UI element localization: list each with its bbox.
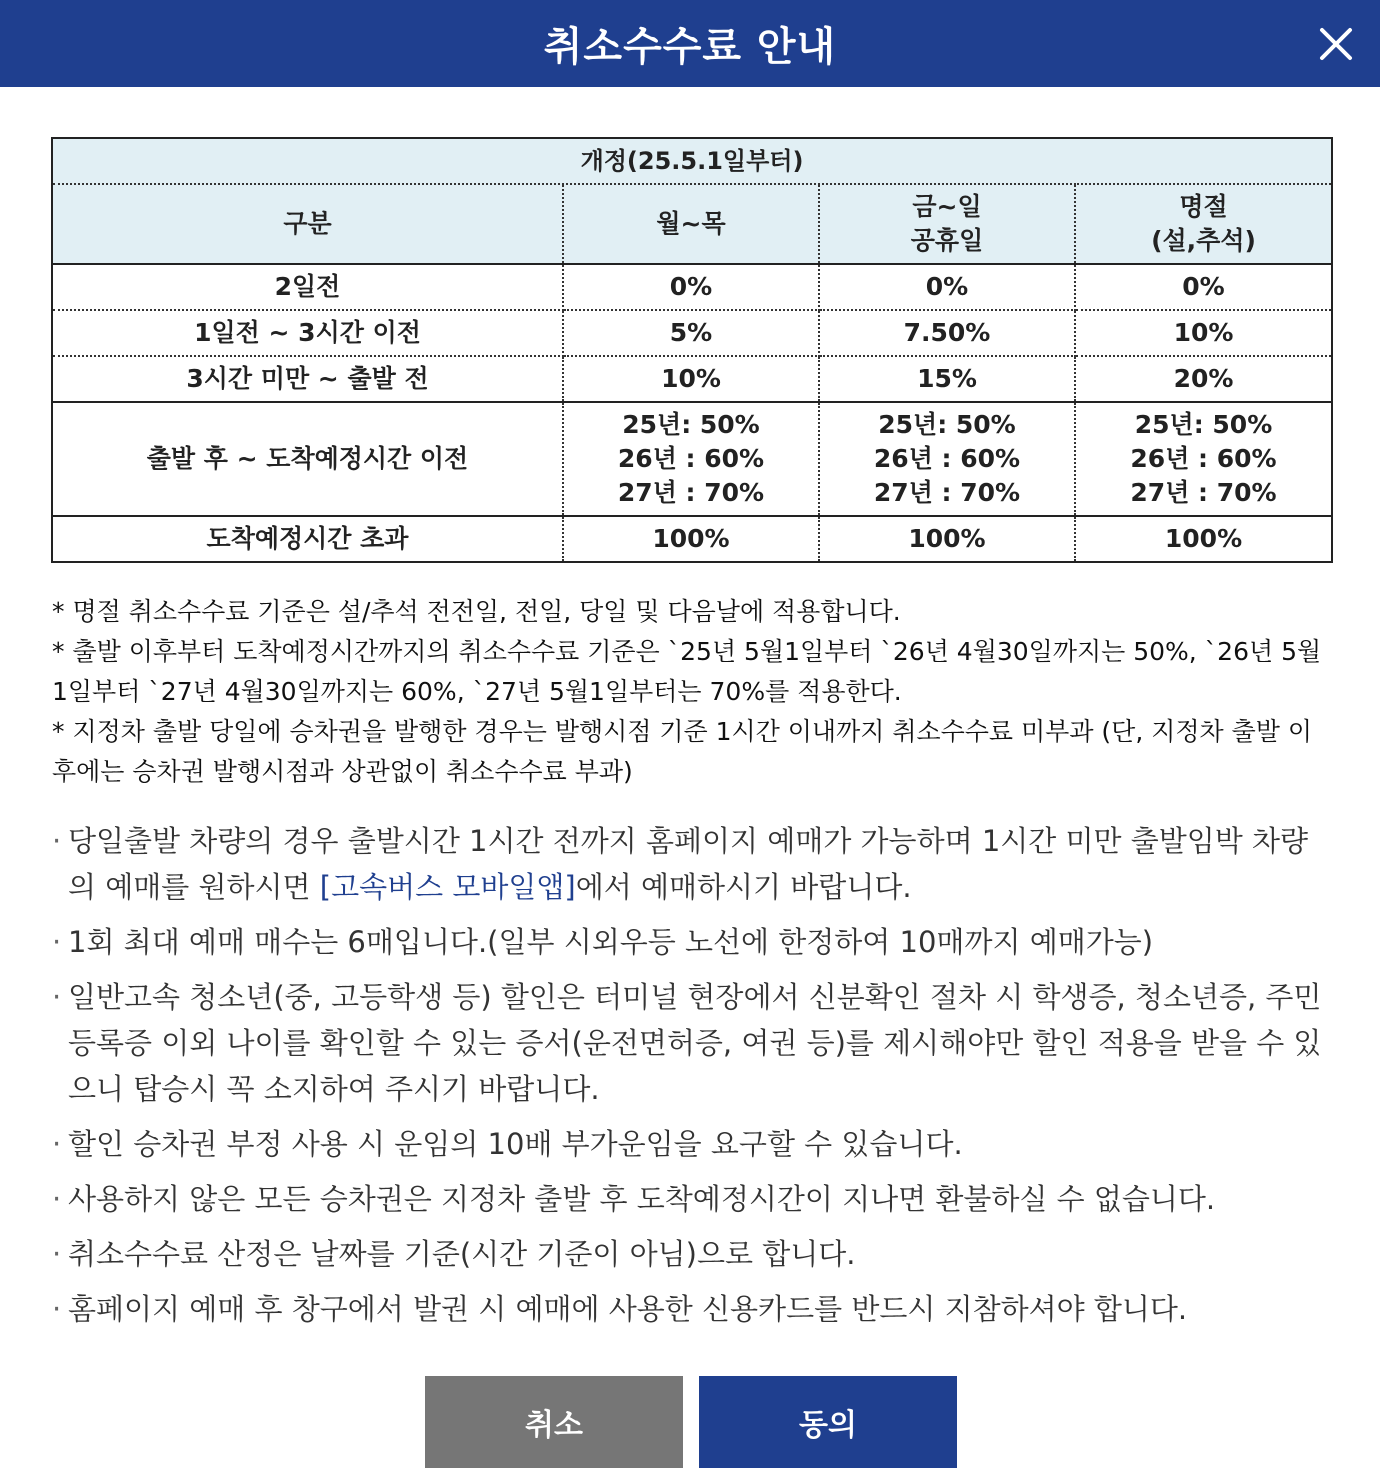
table-row bbox=[52, 402, 1332, 516]
cell-value: 100% bbox=[908, 524, 986, 553]
column-header-text: 명절 bbox=[1179, 192, 1228, 221]
notice-item: · 할인 승차권 부정 사용 시 운임의 10배 부가운임을 요구할 수 있습니다. bbox=[52, 1121, 1332, 1167]
table-cell bbox=[1075, 516, 1332, 562]
table-row bbox=[52, 516, 1332, 562]
table-cell bbox=[563, 310, 819, 356]
cell-value: 26년 : 60% bbox=[873, 444, 1021, 473]
cell-value: 0% bbox=[669, 272, 713, 301]
row-label: 1일전 ~ 3시간 이전 bbox=[52, 310, 563, 356]
mobile-app-link[interactable]: [고속버스 모바일앱] bbox=[319, 870, 576, 904]
note-item: * 출발 이후부터 도착예정시간까지의 취소수수료 기준은 `25년 5월1일부터 `26년 4월30일까지는 50%, `26년 5월 1일부터 `27년 4월30일까지는 60%, `27년 5월1일부터는 70%를 적용한다. bbox=[52, 637, 1322, 706]
note-item: * 지정차 출발 당일에 승차권을 발행한 경우는 발행시점 기준 1시간 이내까지 취소수수료 미부과 (단, 지정차 출발 이후에는 승차권 발행시점과 상관없이 취소수수료 부과) bbox=[52, 717, 1313, 786]
agree-button[interactable]: 동의 bbox=[699, 1376, 957, 1468]
row-label: 출발 후 ~ 도착예정시간 이전 bbox=[52, 402, 563, 516]
table-cell bbox=[1075, 310, 1332, 356]
table-cell bbox=[563, 264, 819, 310]
column-header-text: 구분 bbox=[283, 209, 332, 238]
table-cell bbox=[819, 516, 1075, 562]
cell-value: 7.50% bbox=[903, 318, 991, 347]
table-cell bbox=[1075, 402, 1332, 516]
table-cell bbox=[563, 356, 819, 402]
column-header bbox=[563, 184, 819, 264]
cancellation-fee-table bbox=[51, 137, 1333, 563]
cancel-button[interactable]: 취소 bbox=[425, 1376, 683, 1468]
table-cell bbox=[819, 356, 1075, 402]
table-row bbox=[52, 356, 1332, 402]
notice-item: · 사용하지 않은 모든 승차권은 지정차 출발 후 도착예정시간이 지나면 환불하실 수 없습니다. bbox=[52, 1176, 1332, 1222]
notice-text: 당일출발 차량의 경우 출발시간 1시간 전까지 홈페이지 예매가 가능하며 1시간 미만 출발임박 차량의 예매를 원하시면 bbox=[68, 824, 1309, 904]
notice-text: 에서 예매하시기 바랍니다. bbox=[575, 870, 912, 904]
column-header-text: 월~목 bbox=[656, 209, 726, 238]
cell-value: 15% bbox=[917, 364, 977, 393]
modal-header bbox=[0, 0, 1380, 87]
cell-value: 26년 : 60% bbox=[617, 444, 765, 473]
table-cell bbox=[819, 264, 1075, 310]
note-item: * 명절 취소수수료 기준은 설/추석 전전일, 전일, 당일 및 다음날에 적용합니다. bbox=[52, 597, 901, 626]
close-icon bbox=[1308, 16, 1364, 72]
cell-value: 100% bbox=[652, 524, 730, 553]
close-button[interactable] bbox=[1308, 16, 1364, 72]
notice-item: · 취소수수료 산정은 날짜를 기준(시간 기준이 아님)으로 합니다. bbox=[52, 1231, 1332, 1277]
row-label: 2일전 bbox=[52, 264, 563, 310]
fee-notes bbox=[52, 592, 1332, 792]
cell-value: 25년: 50% bbox=[1134, 410, 1273, 439]
notice-item bbox=[52, 818, 1332, 910]
column-header-text: 공휴일 bbox=[910, 226, 984, 255]
table-cell bbox=[1075, 356, 1332, 402]
cell-value: 0% bbox=[925, 272, 969, 301]
notice-item: · 일반고속 청소년(중, 고등학생 등) 할인은 터미널 현장에서 신분확인 절차 시 학생증, 청소년증, 주민등록증 이외 나이를 확인할 수 있는 증서(운전면허증, 여권 등)를 제시해야만 할인 적용을 받을 수 있으니 탑승시 꼭 소지하여 주시기 바랍니다. bbox=[52, 974, 1332, 1112]
table-cell bbox=[819, 402, 1075, 516]
notice-item: · 1회 최대 예매 매수는 6매입니다.(일부 시외우등 노선에 한정하여 10매까지 예매가능) bbox=[52, 919, 1332, 965]
table-cell bbox=[819, 310, 1075, 356]
cell-value: 27년 : 70% bbox=[873, 478, 1021, 507]
cell-value: 27년 : 70% bbox=[1130, 478, 1277, 507]
column-header bbox=[1075, 184, 1332, 264]
cell-value: 25년: 50% bbox=[622, 410, 760, 439]
row-label: 3시간 미만 ~ 출발 전 bbox=[52, 356, 563, 402]
table-row bbox=[52, 310, 1332, 356]
column-header-text: 금~일 bbox=[912, 192, 982, 221]
table-cell bbox=[1075, 264, 1332, 310]
cell-value: 20% bbox=[1173, 364, 1234, 393]
column-header bbox=[52, 184, 563, 264]
notice-item: · 홈페이지 예매 후 창구에서 발권 시 예매에 사용한 신용카드를 반드시 지참하셔야 합니다. bbox=[52, 1286, 1332, 1332]
column-header-text: (설,추석) bbox=[1151, 226, 1256, 255]
cell-value: 0% bbox=[1182, 272, 1225, 301]
table-cell bbox=[563, 516, 819, 562]
table-caption: 개정(25.5.1일부터) bbox=[52, 138, 1332, 184]
cell-value: 25년: 50% bbox=[878, 410, 1016, 439]
column-header bbox=[819, 184, 1075, 264]
row-label: 도착예정시간 초과 bbox=[52, 516, 563, 562]
modal-title: 취소수수료 안내 bbox=[543, 24, 837, 70]
table-cell bbox=[563, 402, 819, 516]
cell-value: 27년 : 70% bbox=[617, 478, 765, 507]
table-row bbox=[52, 264, 1332, 310]
cell-value: 100% bbox=[1164, 524, 1243, 553]
cell-value: 26년 : 60% bbox=[1130, 444, 1277, 473]
cell-value: 10% bbox=[661, 364, 721, 393]
notice-list bbox=[52, 818, 1332, 1341]
cell-value: 10% bbox=[1173, 318, 1234, 347]
cell-value: 5% bbox=[669, 318, 713, 347]
